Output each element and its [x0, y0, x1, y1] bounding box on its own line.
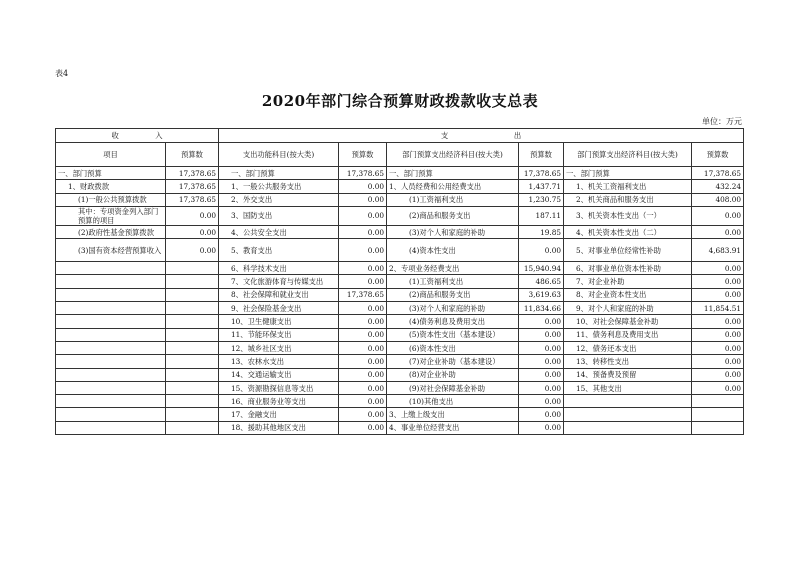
table-cell-amount: 0.00: [519, 341, 564, 354]
table-cell-item: (2)商品和服务支出: [387, 288, 519, 301]
table-row: [56, 368, 744, 381]
table-cell-item: 15、资源勘探信息等支出: [219, 381, 339, 394]
table-cell-item: 14、预备费及预留: [564, 368, 692, 381]
table-cell-amount: [166, 275, 219, 288]
table-cell-amount: 4,683.91: [692, 239, 744, 262]
table-row: [56, 315, 744, 328]
table-row: [56, 328, 744, 341]
table-cell-amount: 0.00: [519, 328, 564, 341]
table-cell-amount: 11,854.51: [692, 302, 744, 315]
table-cell-amount: 0.00: [692, 341, 744, 354]
table-cell-item: (5)资本性支出（基本建设）: [387, 328, 519, 341]
table-cell-amount: 17,378.65: [166, 180, 219, 193]
table-cell-amount: 408.00: [692, 193, 744, 206]
table-cell-amount: 0.00: [692, 225, 744, 238]
table-cell-item: (3)国有资本经营预算收入: [56, 239, 166, 262]
table-cell-item: 10、对社会保障基金补助: [564, 315, 692, 328]
column-header: 部门预算支出经济科目(按大类): [564, 143, 692, 167]
table-cell-amount: 0.00: [166, 239, 219, 262]
table-cell-item: (1)工资福利支出: [387, 193, 519, 206]
budget-summary-table: [55, 128, 744, 435]
table-cell-item: [56, 262, 166, 275]
table-cell-amount: 0.00: [166, 206, 219, 225]
table-cell-item: 9、社会保险基金支出: [219, 302, 339, 315]
table-cell-amount: 0.00: [339, 302, 387, 315]
table-cell-item: 一、部门预算: [387, 167, 519, 180]
table-cell-item: [56, 328, 166, 341]
table-cell-amount: 17,378.65: [166, 167, 219, 180]
table-cell-item: 1、机关工资福利支出: [564, 180, 692, 193]
column-header: 预算数: [692, 143, 744, 167]
table-cell-amount: 0.00: [339, 341, 387, 354]
table-cell-item: 8、对企业资本性支出: [564, 288, 692, 301]
table-cell-amount: 17,378.65: [339, 167, 387, 180]
table-cell-item: 4、公共安全支出: [219, 225, 339, 238]
table-cell-amount: 0.00: [339, 381, 387, 394]
table-cell-amount: [166, 355, 219, 368]
table-cell-amount: 0.00: [692, 262, 744, 275]
table-cell-amount: 1,437.71: [519, 180, 564, 193]
expense-section-header: 支 出: [219, 129, 744, 143]
table-cell-amount: 0.00: [339, 239, 387, 262]
table-cell-item: (1)一般公共预算拨款: [56, 193, 166, 206]
table-number-label: 表4: [55, 69, 69, 78]
table-cell-item: 9、对个人和家庭的补助: [564, 302, 692, 315]
table-cell-item: (3)对个人和家庭的补助: [387, 302, 519, 315]
table-cell-item: 18、援助其他地区支出: [219, 421, 339, 434]
table-cell-item: [56, 275, 166, 288]
table-cell-amount: 11,834.66: [519, 302, 564, 315]
table-cell-amount: 0.00: [339, 355, 387, 368]
table-cell-item: [56, 355, 166, 368]
table-cell-item: (2)商品和服务支出: [387, 206, 519, 225]
table-cell-item: (3)对个人和家庭的补助: [387, 225, 519, 238]
table-cell-item: 一、部门预算: [219, 167, 339, 180]
table-cell-item: (9)对社会保障基金补助: [387, 381, 519, 394]
table-cell-amount: [166, 288, 219, 301]
table-cell-item: 4、事业单位经营支出: [387, 421, 519, 434]
table-cell-item: [56, 408, 166, 421]
table-cell-item: 2、机关商品和服务支出: [564, 193, 692, 206]
table-row: [56, 206, 744, 225]
table-cell-item: 16、商业服务业等支出: [219, 395, 339, 408]
table-cell-amount: [166, 368, 219, 381]
table-cell-item: (4)债务利息及费用支出: [387, 315, 519, 328]
table-row: [56, 288, 744, 301]
table-cell-amount: 0.00: [519, 355, 564, 368]
table-cell-amount: 0.00: [519, 239, 564, 262]
table-cell-amount: [166, 381, 219, 394]
table-cell-amount: 0.00: [339, 262, 387, 275]
document-title: 2020年部门综合预算财政拨款收支总表: [261, 92, 539, 110]
table-cell-amount: 17,378.65: [339, 288, 387, 301]
table-cell-item: [56, 302, 166, 315]
table-cell-item: [56, 288, 166, 301]
table-cell-amount: 0.00: [519, 315, 564, 328]
table-cell-amount: 0.00: [692, 275, 744, 288]
column-header: 项目: [56, 143, 166, 167]
table-cell-item: [564, 421, 692, 434]
table-cell-item: (8)对企业补助: [387, 368, 519, 381]
table-cell-item: 1、人员经费和公用经费支出: [387, 180, 519, 193]
table-cell-amount: 0.00: [339, 395, 387, 408]
table-cell-amount: 0.00: [692, 288, 744, 301]
table-cell-amount: [166, 302, 219, 315]
table-cell-item: [564, 395, 692, 408]
table-cell-item: [56, 421, 166, 434]
table-cell-item: 1、一般公共服务支出: [219, 180, 339, 193]
income-section-header: 收 入: [56, 129, 219, 143]
table-cell-item: 7、文化旅游体育与传媒支出: [219, 275, 339, 288]
table-cell-item: 8、社会保障和就业支出: [219, 288, 339, 301]
table-cell-amount: 187.11: [519, 206, 564, 225]
table-cell-item: 14、交通运输支出: [219, 368, 339, 381]
table-cell-amount: 1,230.75: [519, 193, 564, 206]
table-cell-item: [56, 368, 166, 381]
table-cell-item: 12、债务还本支出: [564, 341, 692, 354]
table-cell-amount: 0.00: [339, 225, 387, 238]
table-cell-item: 一、部门预算: [564, 167, 692, 180]
table-cell-amount: 0.00: [339, 368, 387, 381]
table-cell-amount: 0.00: [339, 275, 387, 288]
table-row: [56, 225, 744, 238]
table-cell-item: 2、外交支出: [219, 193, 339, 206]
table-cell-item: [56, 395, 166, 408]
table-cell-amount: 0.00: [339, 408, 387, 421]
table-cell-item: [56, 341, 166, 354]
table-cell-amount: 0.00: [339, 328, 387, 341]
table-cell-amount: 0.00: [339, 206, 387, 225]
table-cell-amount: [692, 395, 744, 408]
table-row: [56, 421, 744, 434]
table-cell-item: 17、金融支出: [219, 408, 339, 421]
column-header: 预算数: [339, 143, 387, 167]
table-cell-amount: [166, 395, 219, 408]
table-cell-item: 6、科学技术支出: [219, 262, 339, 275]
table-row: [56, 180, 744, 193]
table-cell-item: 3、机关资本性支出（一）: [564, 206, 692, 225]
table-row: [56, 355, 744, 368]
table-cell-item: [56, 315, 166, 328]
table-cell-amount: 0.00: [692, 355, 744, 368]
table-cell-amount: 17,378.65: [519, 167, 564, 180]
table-row: [56, 262, 744, 275]
table-cell-item: (10)其他支出: [387, 395, 519, 408]
table-cell-item: (7)对企业补助（基本建设）: [387, 355, 519, 368]
table-cell-item: 11、节能环保支出: [219, 328, 339, 341]
table-cell-amount: 486.65: [519, 275, 564, 288]
table-row: [56, 193, 744, 206]
table-cell-item: 10、卫生健康支出: [219, 315, 339, 328]
table-cell-item: 13、转移性支出: [564, 355, 692, 368]
table-cell-amount: 0.00: [339, 315, 387, 328]
table-row: [56, 408, 744, 421]
table-cell-item: 13、农林水支出: [219, 355, 339, 368]
table-row: [56, 275, 744, 288]
table-cell-item: (2)政府性基金预算拨款: [56, 225, 166, 238]
table-cell-item: 5、对事业单位经常性补助: [564, 239, 692, 262]
table-cell-item: (1)工资福利支出: [387, 275, 519, 288]
table-cell-item: 3、上缴上级支出: [387, 408, 519, 421]
table-cell-amount: 0.00: [519, 368, 564, 381]
table-cell-amount: [166, 341, 219, 354]
table-cell-amount: [166, 408, 219, 421]
table-cell-amount: [166, 421, 219, 434]
table-cell-amount: 0.00: [166, 225, 219, 238]
table-cell-amount: [166, 328, 219, 341]
table-cell-amount: 0.00: [692, 381, 744, 394]
table-cell-amount: 0.00: [692, 206, 744, 225]
unit-label: 单位：万元: [702, 117, 742, 126]
column-header: 部门预算支出经济科目(按大类): [387, 143, 519, 167]
column-header: 预算数: [519, 143, 564, 167]
table-cell-amount: 0.00: [692, 328, 744, 341]
table-cell-amount: 3,619.63: [519, 288, 564, 301]
table-cell-item: 3、国防支出: [219, 206, 339, 225]
table-row: [56, 167, 744, 180]
table-cell-item: 6、对事业单位资本性补助: [564, 262, 692, 275]
table-cell-amount: [166, 262, 219, 275]
table-cell-item: [564, 408, 692, 421]
table-cell-amount: 0.00: [339, 193, 387, 206]
table-row: [56, 239, 744, 262]
table-cell-amount: [692, 408, 744, 421]
table-cell-amount: 0.00: [692, 315, 744, 328]
table-cell-item: (6)资本性支出: [387, 341, 519, 354]
table-cell-amount: 17,378.65: [692, 167, 744, 180]
column-header: 支出功能科目(按大类): [219, 143, 339, 167]
table-cell-amount: 0.00: [339, 180, 387, 193]
table-cell-item: 2、专项业务经费支出: [387, 262, 519, 275]
table-cell-item: 15、其他支出: [564, 381, 692, 394]
table-cell-amount: 0.00: [519, 381, 564, 394]
table-cell-amount: 15,940.94: [519, 262, 564, 275]
table-cell-amount: 0.00: [339, 421, 387, 434]
table-cell-amount: 17,378.65: [166, 193, 219, 206]
table-cell-item: 7、对企业补助: [564, 275, 692, 288]
table-cell-item: 一、部门预算: [56, 167, 166, 180]
table-cell-amount: 0.00: [519, 395, 564, 408]
table-cell-item: (4)资本性支出: [387, 239, 519, 262]
table-row: [56, 341, 744, 354]
table-cell-item: 4、机关资本性支出（二）: [564, 225, 692, 238]
table-cell-amount: [692, 421, 744, 434]
table-cell-item: 11、债务利息及费用支出: [564, 328, 692, 341]
table-cell-item: 1、财政拨款: [56, 180, 166, 193]
table-cell-amount: [166, 315, 219, 328]
table-cell-item: 5、教育支出: [219, 239, 339, 262]
table-cell-item: 其中：专项资金列入部门预算的项目: [56, 206, 166, 225]
column-header: 预算数: [166, 143, 219, 167]
table-cell-amount: 19.85: [519, 225, 564, 238]
table-cell-item: 12、城乡社区支出: [219, 341, 339, 354]
table-row: [56, 302, 744, 315]
table-cell-amount: 0.00: [692, 368, 744, 381]
table-cell-amount: 0.00: [519, 421, 564, 434]
table-cell-amount: 0.00: [519, 408, 564, 421]
table-cell-amount: 432.24: [692, 180, 744, 193]
table-row: [56, 381, 744, 394]
table-row: [56, 395, 744, 408]
table-cell-item: [56, 381, 166, 394]
